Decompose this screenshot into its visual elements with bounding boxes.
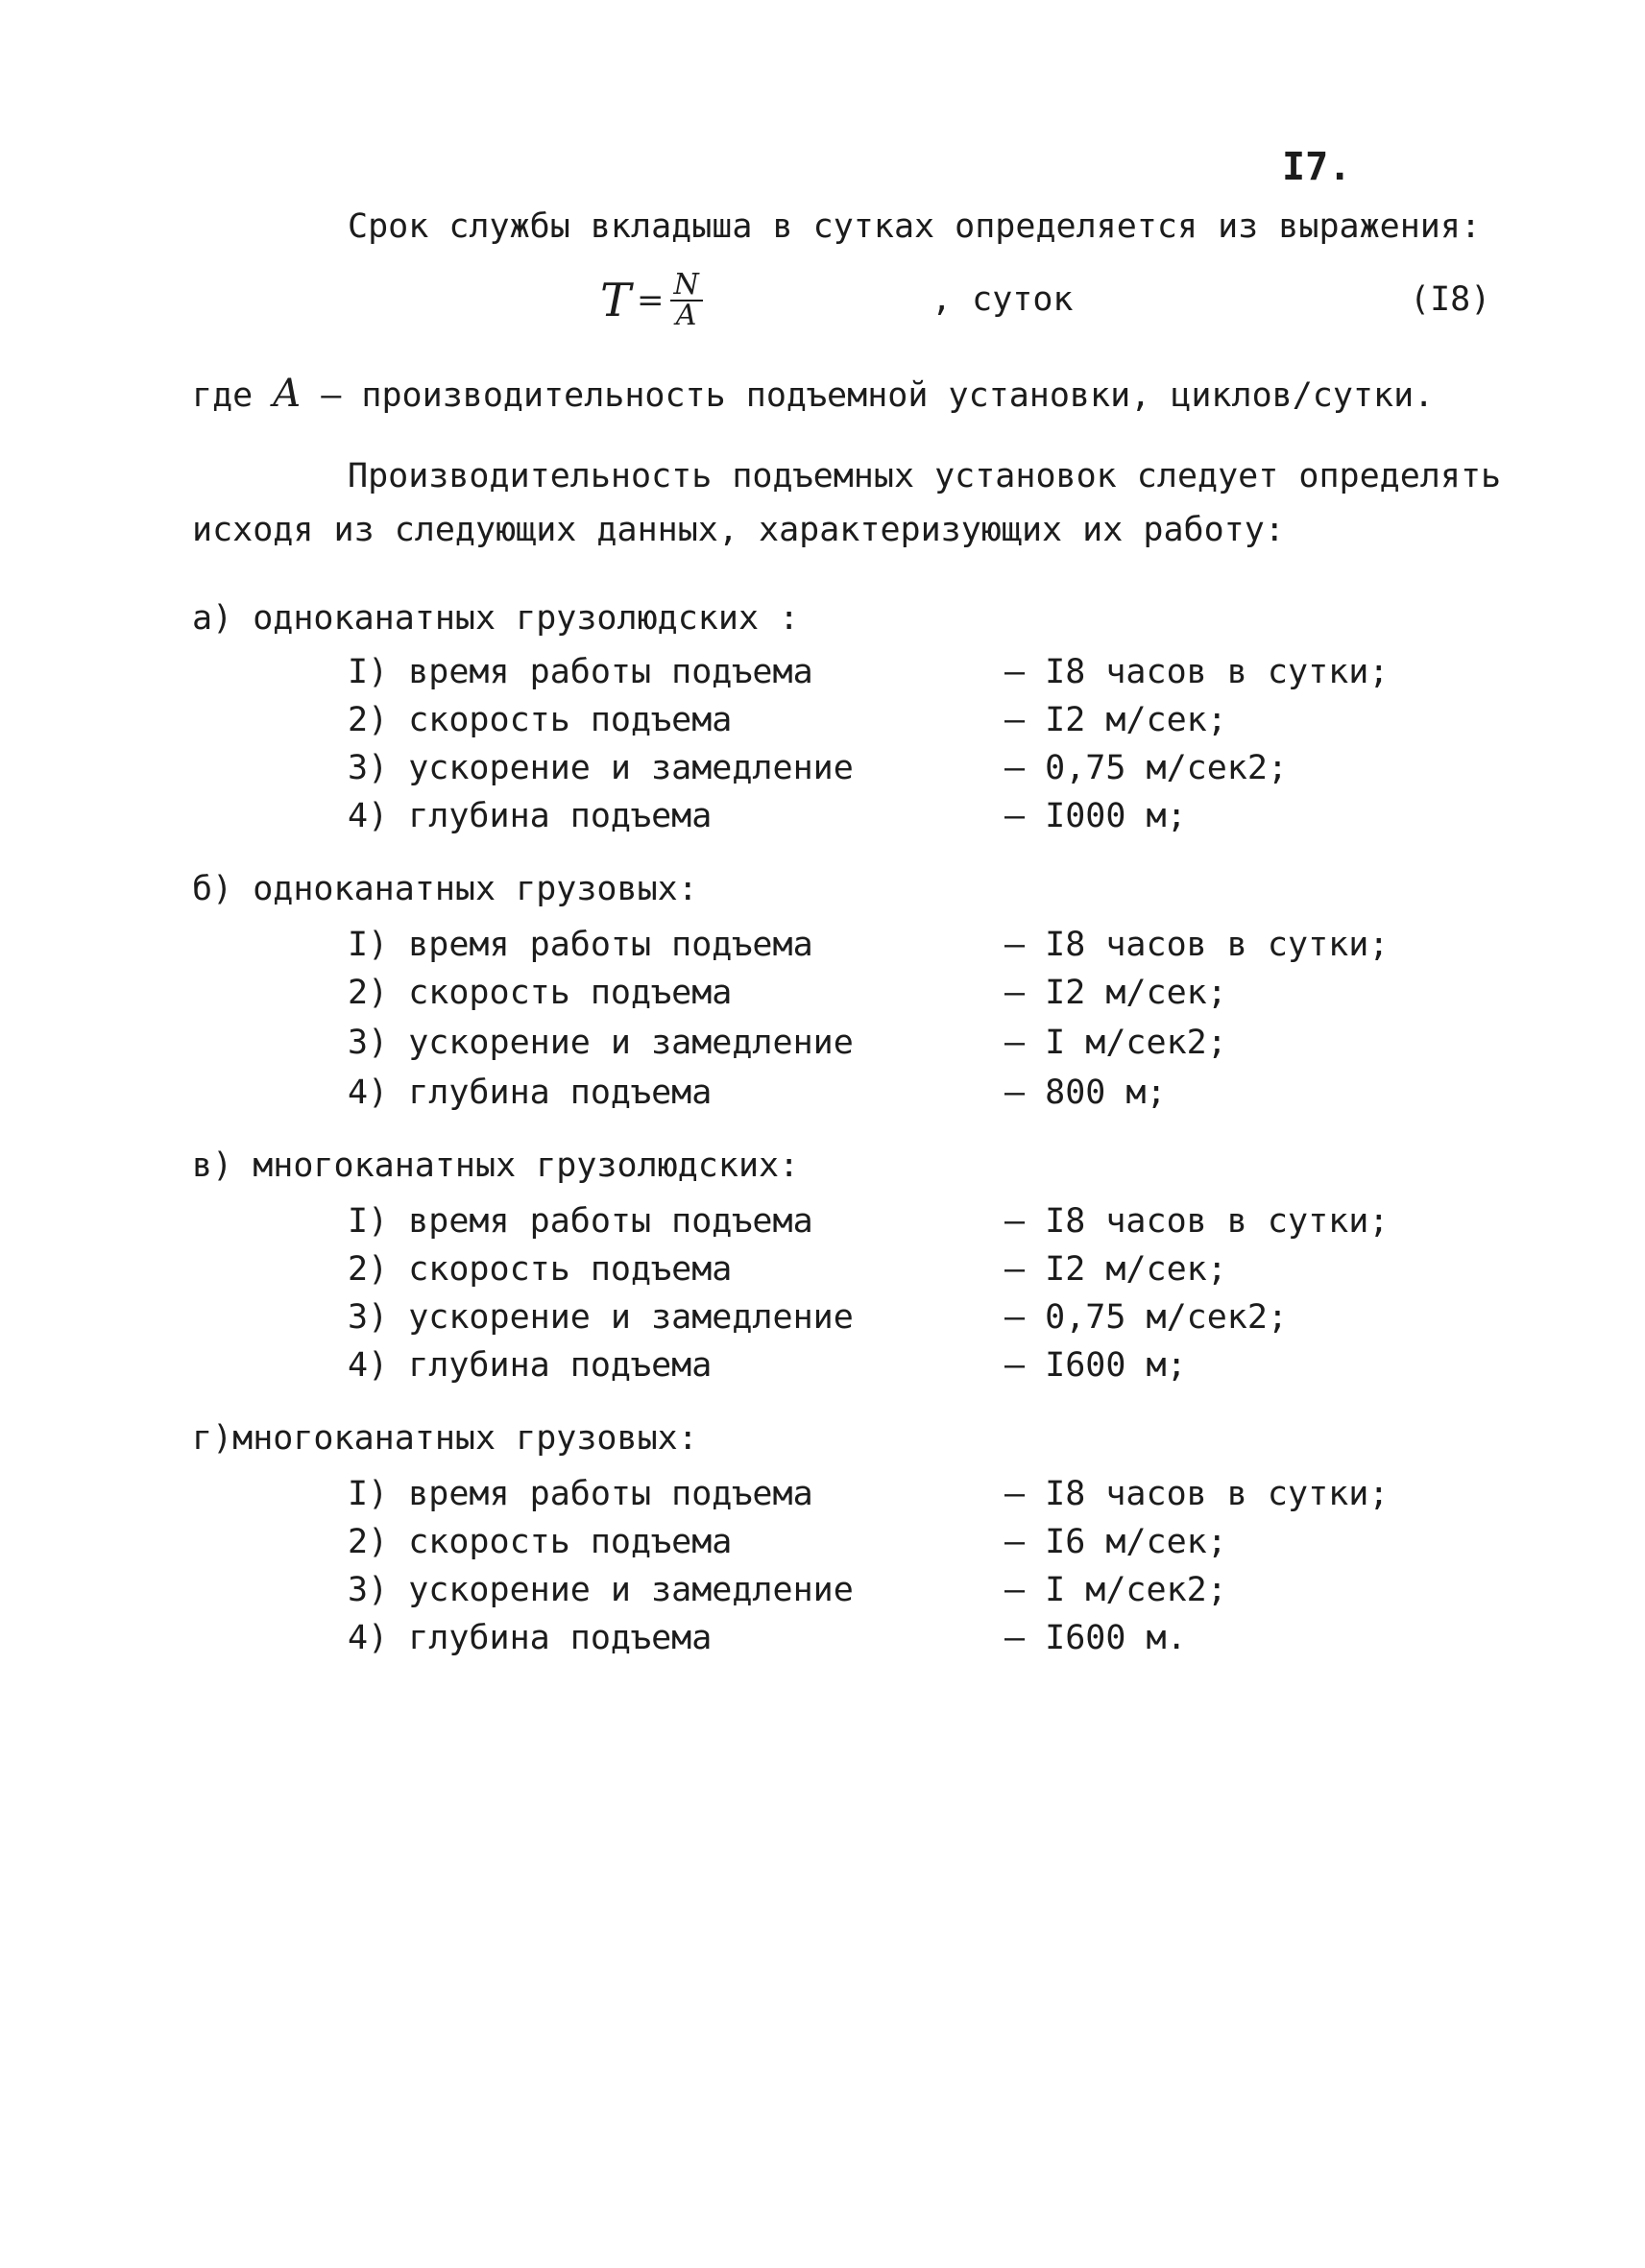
item-value: – I2 м/сек; xyxy=(1004,1250,1227,1289)
where-prefix: где xyxy=(192,376,254,415)
section-title: в) многоканатных грузолюдских: xyxy=(192,1146,800,1185)
where-symbol: A xyxy=(273,372,302,416)
item-label: 4) глубина подъема xyxy=(348,1619,713,1657)
formula-equals: = xyxy=(637,281,665,320)
item-label: 4) глубина подъема xyxy=(348,1346,713,1385)
item-value: – 0,75 м/сек2; xyxy=(1004,749,1289,787)
item-value: – I600 м; xyxy=(1004,1346,1187,1385)
item-label: 2) скорость подъема xyxy=(348,1523,733,1561)
item-label: I) время работы подъема xyxy=(348,926,813,964)
item-label: 2) скорость подъема xyxy=(348,1250,733,1289)
intro-line: Срок службы вкладыша в сутках определяется из выражения: xyxy=(348,207,1482,246)
item-value: – I8 часов в сутки; xyxy=(1004,653,1390,691)
item-label: 4) глубина подъема xyxy=(348,1074,713,1112)
item-label: 4) глубина подъема xyxy=(348,797,713,835)
item-value: – I2 м/сек; xyxy=(1004,974,1227,1012)
page-number: I7. xyxy=(1282,145,1352,189)
item-value: – I8 часов в сутки; xyxy=(1004,1475,1390,1513)
item-value: – I000 м; xyxy=(1004,797,1187,835)
item-value: – I6 м/сек; xyxy=(1004,1523,1227,1561)
item-value: – 0,75 м/сек2; xyxy=(1004,1298,1289,1337)
paragraph-line-1: Производительность подъемных установок следует определять xyxy=(348,457,1502,495)
item-label: 3) ускорение и замедление xyxy=(348,749,854,787)
item-value: – I600 м. xyxy=(1004,1619,1187,1657)
section-title: б) одноканатных грузовых: xyxy=(192,870,698,908)
formula-fraction xyxy=(670,268,703,332)
where-text: – производительность подъемной установки, циклов/сутки. xyxy=(321,376,1435,415)
section-title: а) одноканатных грузолюдских : xyxy=(192,599,800,638)
item-label: I) время работы подъема xyxy=(348,1475,813,1513)
section-title: г)многоканатных грузовых: xyxy=(192,1419,698,1458)
equation-number: (I8) xyxy=(1410,280,1491,319)
item-label: I) время работы подъема xyxy=(348,1202,813,1241)
where-line xyxy=(192,373,1434,417)
item-label: 3) ускорение и замедление xyxy=(348,1024,854,1062)
item-value: – I8 часов в сутки; xyxy=(1004,1202,1390,1241)
item-label: 3) ускорение и замедление xyxy=(348,1298,854,1337)
item-value: – 800 м; xyxy=(1004,1074,1167,1112)
formula xyxy=(600,268,703,332)
formula-units: , суток xyxy=(931,280,1074,319)
item-value: – I8 часов в сутки; xyxy=(1004,926,1390,964)
paragraph-line-2: исходя из следующих данных, характеризующих их работу: xyxy=(192,511,1285,549)
item-value: – I2 м/сек; xyxy=(1004,701,1227,739)
formula-numerator: N xyxy=(670,271,703,302)
item-label: I) время работы подъема xyxy=(348,653,813,691)
item-label: 2) скорость подъема xyxy=(348,701,733,739)
item-label: 3) ускорение и замедление xyxy=(348,1571,854,1609)
item-label: 2) скорость подъема xyxy=(348,974,733,1012)
item-value: – I м/сек2; xyxy=(1004,1024,1227,1062)
formula-lhs: T xyxy=(600,274,632,327)
formula-denominator: A xyxy=(675,299,697,332)
item-value: – I м/сек2; xyxy=(1004,1571,1227,1609)
